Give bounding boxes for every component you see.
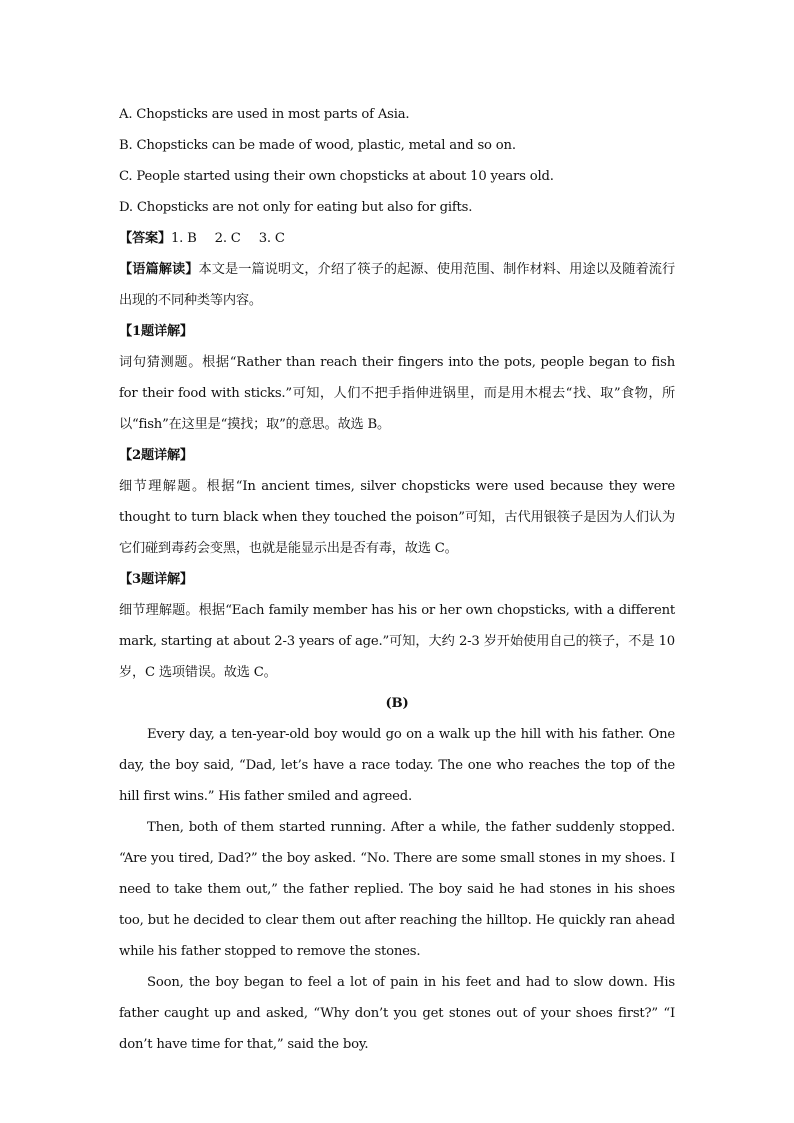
- story-paragraph-2: Then, both of them started running. After a while, the father suddenly stopped. “Are you tired, Dad?” the boy asked. “No. There are some small stones in my shoes. I need to take them out,” the father replied. The boy said he had stones in his shoes too, but he decided to clear them out after reaching the hilltop. He quickly ran ahead while his father stopped to remove the stones.: [119, 820, 675, 959]
- answer-label: 【答案】: [119, 231, 171, 246]
- q2-explanation: 细节理解题。根据“In ancient times, silver chopsticks were used because they were thought to turn black when they touched the poison”可知，古代用银筷子是因为人们认为它们碰到毒药会变黑，也就是能显示出是否有毒，故选 C。: [119, 479, 675, 556]
- q3-explanation: 细节理解题。根据“Each family member has his or her own chopsticks, with a different mark, starting at about 2-3 years of age.”可知，大约 2-3 岁开始使用自己的筷子，不是 10 岁，C 选项错误。故选 C。: [119, 603, 675, 680]
- story-paragraph-1: Every day, a ten-year-old boy would go on a walk up the hill with his father. One day, the boy said, “Dad, let’s have a race today. The one who reaches the top of the hill first wins.” His father smiled and agreed.: [119, 727, 675, 804]
- option-d: D. Chopsticks are not only for eating but also for gifts.: [119, 200, 473, 215]
- option-b: B. Chopsticks can be made of wood, plastic, metal and so on.: [119, 138, 516, 153]
- passage-analysis-text: 本文是一篇说明文，介绍了筷子的起源、使用范围、制作材料、用途以及随着流行出现的不同种类等内容。: [119, 262, 675, 308]
- passage-analysis-label: 【语篇解读】: [119, 262, 199, 277]
- passage-analysis: [119, 254, 675, 316]
- story-paragraph-3: Soon, the boy began to feel a lot of pain in his feet and had to slow down. His father caught up and asked, “Why don’t you get stones out of your shoes first?” “I don’t have time for that,” said the boy.: [119, 975, 675, 1052]
- answer-item-3: 3. C: [258, 231, 285, 246]
- answer-line: [119, 223, 675, 254]
- section-b-title: (B): [385, 696, 409, 711]
- q1-heading: 【1题详解】: [119, 324, 193, 339]
- q1-explanation: 词句猜测题。根据“Rather than reach their fingers into the pots, people began to fish for their food with sticks.”可知，人们不把手指伸进锅里，而是用木棍去“找、取”食物，所以“fish”在这里是“摸找；取”的意思。故选 B。: [119, 355, 675, 432]
- q3-heading: 【3题详解】: [119, 572, 193, 587]
- answer-item-2: 2. C: [214, 231, 241, 246]
- document-content: [119, 99, 675, 1060]
- q2-heading: 【2题详解】: [119, 448, 193, 463]
- answer-item-1: 1. B: [170, 231, 197, 246]
- option-c: C. People started using their own chopsticks at about 10 years old.: [119, 169, 554, 184]
- option-a: A. Chopsticks are used in most parts of Asia.: [119, 107, 410, 122]
